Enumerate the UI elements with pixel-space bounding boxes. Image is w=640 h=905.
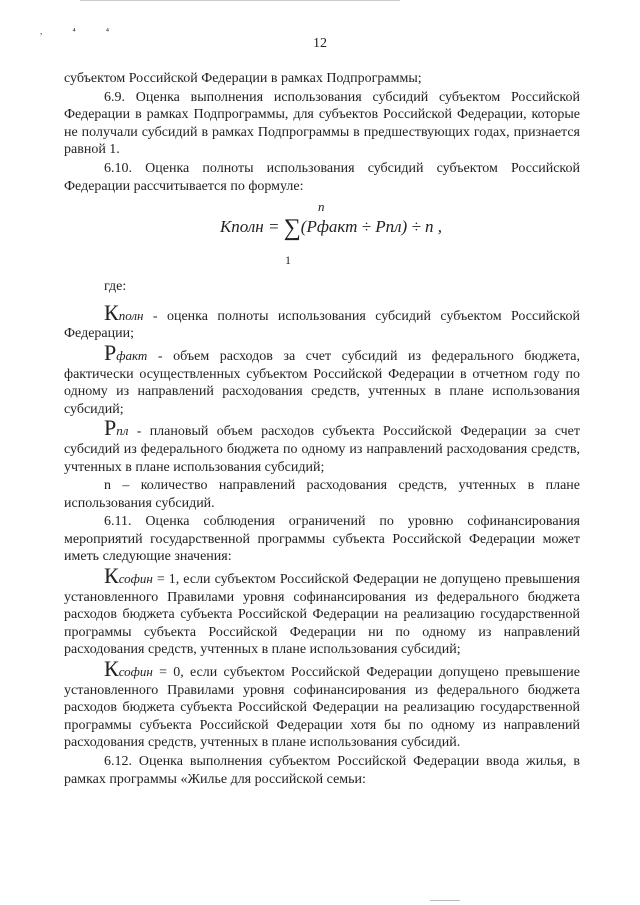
- definition-text: = 0, если субъектом Российской Федерации допущено превышение установленного Правилами уровня софинансирования из федерального бюджета расходов бюджета субъекта Российской Федерации на реализацию государственной программы субъекта Российской Федерации хотя бы по одному из направлений расходования средств, учтенных в плане использования субсидий.: [64, 665, 580, 751]
- scan-marks: , ⁴ ⁴: [40, 26, 124, 36]
- formula-comma: ,: [433, 217, 443, 237]
- paragraph-6-9: 6.9. Оценка выполнения использования субсидий субъектом Российской Федерации в рамках Подпрограммы, для субъектов Российской Федерации, которые не получали субсидий в рамках Подпрограммы в предшествующих годах, признается равной 1.: [64, 89, 580, 158]
- where-label: где:: [104, 279, 127, 295]
- k-sofin-value-0: [64, 656, 580, 752]
- document-body: [64, 70, 580, 789]
- formula-expression: [220, 215, 443, 242]
- definition-text: = 1, если субъектом Российской Федерации не допущено превышения установленного Правилами уровня софинансирования из федерального бюджета расходов бюджета субъекта Российской Федерации на реализацию государственной программы субъекта Российской Федерации ни по одному из направлений расходования средств, учтенных в плане использования субсидий;: [64, 572, 580, 658]
- symbol-sub: полн: [118, 307, 144, 323]
- symbol-sub: софин: [118, 664, 153, 680]
- formula-sigma: ∑: [283, 215, 301, 242]
- paragraph-6-10: 6.10. Оценка полноты использования субсидий субъектом Российской Федерации рассчитывается по формуле:: [64, 160, 580, 194]
- paragraph-6-12: 6.12. Оценка выполнения субъектом Российской Федерации ввода жилья, в рамках программы «Жилье для российской семьи:: [64, 754, 580, 787]
- formula-lower-limit: 1: [285, 253, 291, 268]
- formula-upper-limit: n: [318, 199, 325, 215]
- k-sofin-value-1: [64, 563, 580, 659]
- scan-top-edge: [80, 0, 400, 1]
- scan-bottom-mark: [430, 900, 460, 901]
- symbol-r: Р: [104, 339, 117, 365]
- definition-text: - плановый объем расходов субъекта Российской Федерации за счет субсидий из федерального бюджета по одному из направлений расходования средств, учтенных в плане использования субсидий;: [64, 424, 580, 475]
- formula-rhs: (Рфакт ÷ Рпл) ÷ n: [300, 217, 434, 237]
- symbol-r: Р: [104, 415, 117, 441]
- paragraph-6-11: 6.11. Оценка соблюдения ограничений по уровню софинансирования мероприятий государственной программы субъекта Российской Федерации может иметь следующие значения:: [64, 514, 580, 565]
- symbol-sub: пл: [116, 423, 129, 439]
- definition-k-poln: [64, 299, 580, 343]
- definition-text: - объем расходов за счет субсидий из федерального бюджета, фактически осуществленных субъектом Российской Федерации в отчетном году по одному из направлений расходования средств, учтенных в плане использования субсидий;: [64, 348, 580, 417]
- symbol-k: К: [104, 299, 119, 325]
- definition-r-pl: [64, 415, 580, 476]
- definition-n: n – количество направлений расходования средств, учтенных в плане использования субсидий.: [64, 478, 580, 511]
- formula-lhs: Кполн =: [220, 217, 284, 237]
- symbol-k: К: [104, 563, 119, 589]
- definition-text: - оценка полноты использования субсидий субъектом Российской Федерации;: [64, 308, 580, 342]
- symbol-sub: факт: [116, 347, 148, 363]
- definition-r-fakt: [64, 339, 580, 418]
- formula-k-poln: [64, 196, 580, 274]
- paragraph-continuation: субъектом Российской Федерации в рамках Подпрограммы;: [64, 71, 422, 86]
- symbol-k: К: [104, 656, 119, 682]
- page-number: 12: [313, 36, 327, 51]
- symbol-sub: софин: [118, 571, 153, 587]
